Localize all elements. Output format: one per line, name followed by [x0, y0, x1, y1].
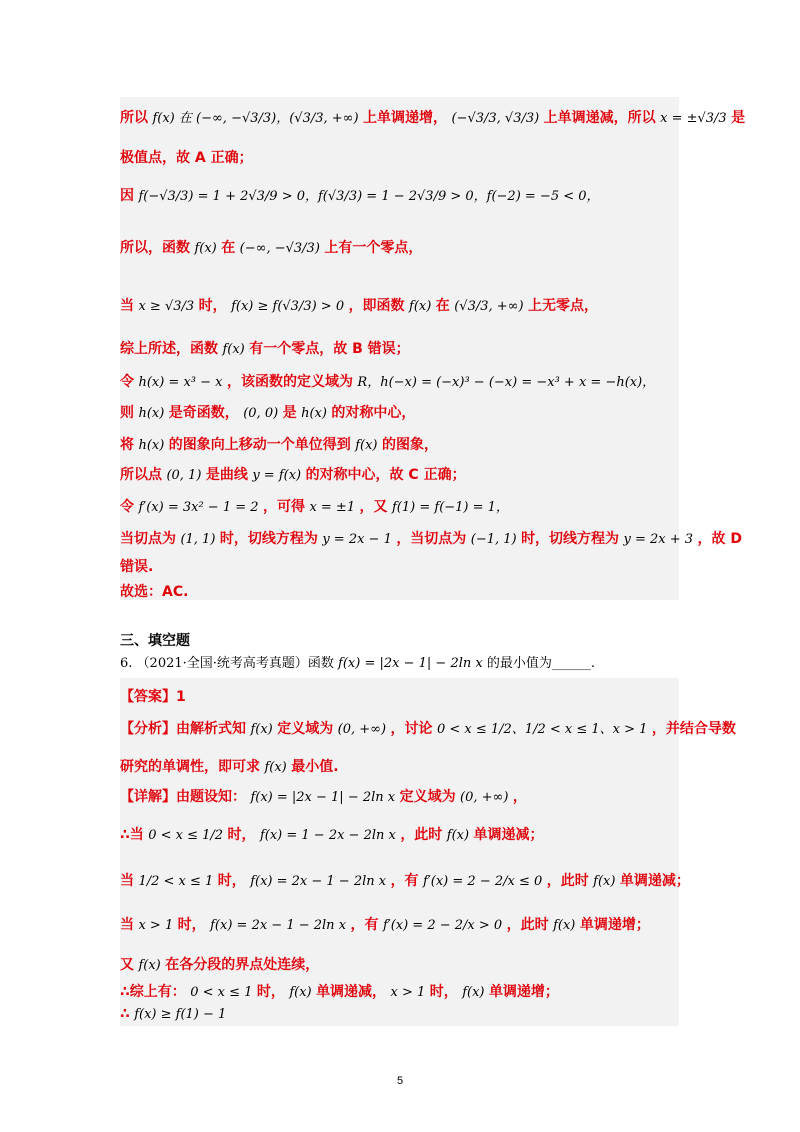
detail-line-3: 当 1/2 < x ≤ 1 时， f(x) = 2x − 1 − 2ln x ，有 f′(x) = 2 − 2/x ≤ 0 ，此时 f(x) 单调递减； [120, 873, 690, 889]
detail-line-1: 【详解】由题设知： f(x) = |2x − 1| − 2ln x 定义域为 (0, +∞) ， [120, 789, 527, 805]
detail-line-7: ∴ f(x) ≥ f(1) − 1 [120, 1006, 227, 1022]
solution-box-2 [120, 678, 736, 1026]
detail-line-5: 又 f(x) 在各分段的界点处连续， [120, 957, 320, 973]
line-3: 因 f(−√3/3) = 1 + 2√3/9 > 0，f(√3/3) = 1 − 2√3/9 > 0，f(−2) = −5 < 0， [120, 188, 600, 204]
answer-line: 【答案】1 [120, 689, 186, 705]
line-10: 所以点 (0, 1) 是曲线 y = f(x) 的对称中心，故 C 正确； [120, 467, 466, 483]
analysis-line-2: 研究的单调性，即可求 f(x) 最小值. [120, 759, 339, 775]
question-6 [120, 652, 595, 671]
line-7: 令 h(x) = x³ − x ，该函数的定义域为 R，h(−x) = (−x)³ − (−x) = −x³ + x = −h(x)， [120, 374, 656, 390]
line-1: 所以 f(x) 在 (−∞, −√3/3)，(√3/3, +∞) 上单调递增， (−√3/3, √3/3) 上单调递减，所以 x = ±√3/3 是 [120, 110, 746, 126]
line-9: 将 h(x) 的图象向上移动一个单位得到 f(x) 的图象， [120, 437, 438, 453]
question-expression: f(x) = |2x − 1| − 2ln x [338, 656, 483, 671]
page-number: 5 [396, 1075, 404, 1087]
question-tail: 的最小值为______. [486, 656, 595, 671]
line-14: 故选：AC. [120, 584, 189, 600]
line-6: 综上所述，函数 f(x) 有一个零点，故 B 错误； [120, 341, 410, 357]
analysis-line-1: 【分析】由解析式知 f(x) 定义域为 (0, +∞) ，讨论 0 < x ≤ 1/2、1/2 < x ≤ 1、x > 1 ，并结合导数 [120, 721, 736, 737]
detail-line-6: ∴综上有： 0 < x ≤ 1 时， f(x) 单调递减， x > 1 时， f(x) 单调递增； [120, 984, 559, 1000]
line-13: 错误. [120, 559, 154, 575]
line-11: 令 f′(x) = 3x² − 1 = 2 ，可得 x = ±1 ，又 f(1) = f(−1) = 1， [120, 499, 509, 515]
detail-line-4: 当 x > 1 时， f(x) = 2x − 1 − 2ln x ，有 f′(x) = 2 − 2/x > 0 ，此时 f(x) 单调递增； [120, 917, 650, 933]
line-2: 极值点，故 A 正确； [120, 150, 253, 166]
section-heading: 三、填空题 [120, 633, 190, 649]
solution-box-1 [120, 97, 746, 600]
line-12: 当切点为 (1, 1) 时，切线方程为 y = 2x − 1 ，当切点为 (−1, 1) 时，切线方程为 y = 2x + 3 ，故 D [120, 531, 743, 547]
detail-line-2: ∴当 0 < x ≤ 1/2 时， f(x) = 1 − 2x − 2ln x ，此时 f(x) 单调递减； [120, 827, 544, 843]
question-source: （2021·全国·统考高考真题）函数 [136, 656, 334, 671]
line-5: 当 x ≥ √3/3 时， f(x) ≥ f(√3/3) > 0 ，即函数 f(x) 在 (√3/3, +∞) 上无零点， [120, 298, 599, 314]
line-4: 所以，函数 f(x) 在 (−∞, −√3/3) 上有一个零点， [120, 240, 423, 256]
line-8: 则 h(x) 是奇函数， (0, 0) 是 h(x) 的对称中心， [120, 405, 416, 421]
question-number: 6. [120, 656, 133, 671]
